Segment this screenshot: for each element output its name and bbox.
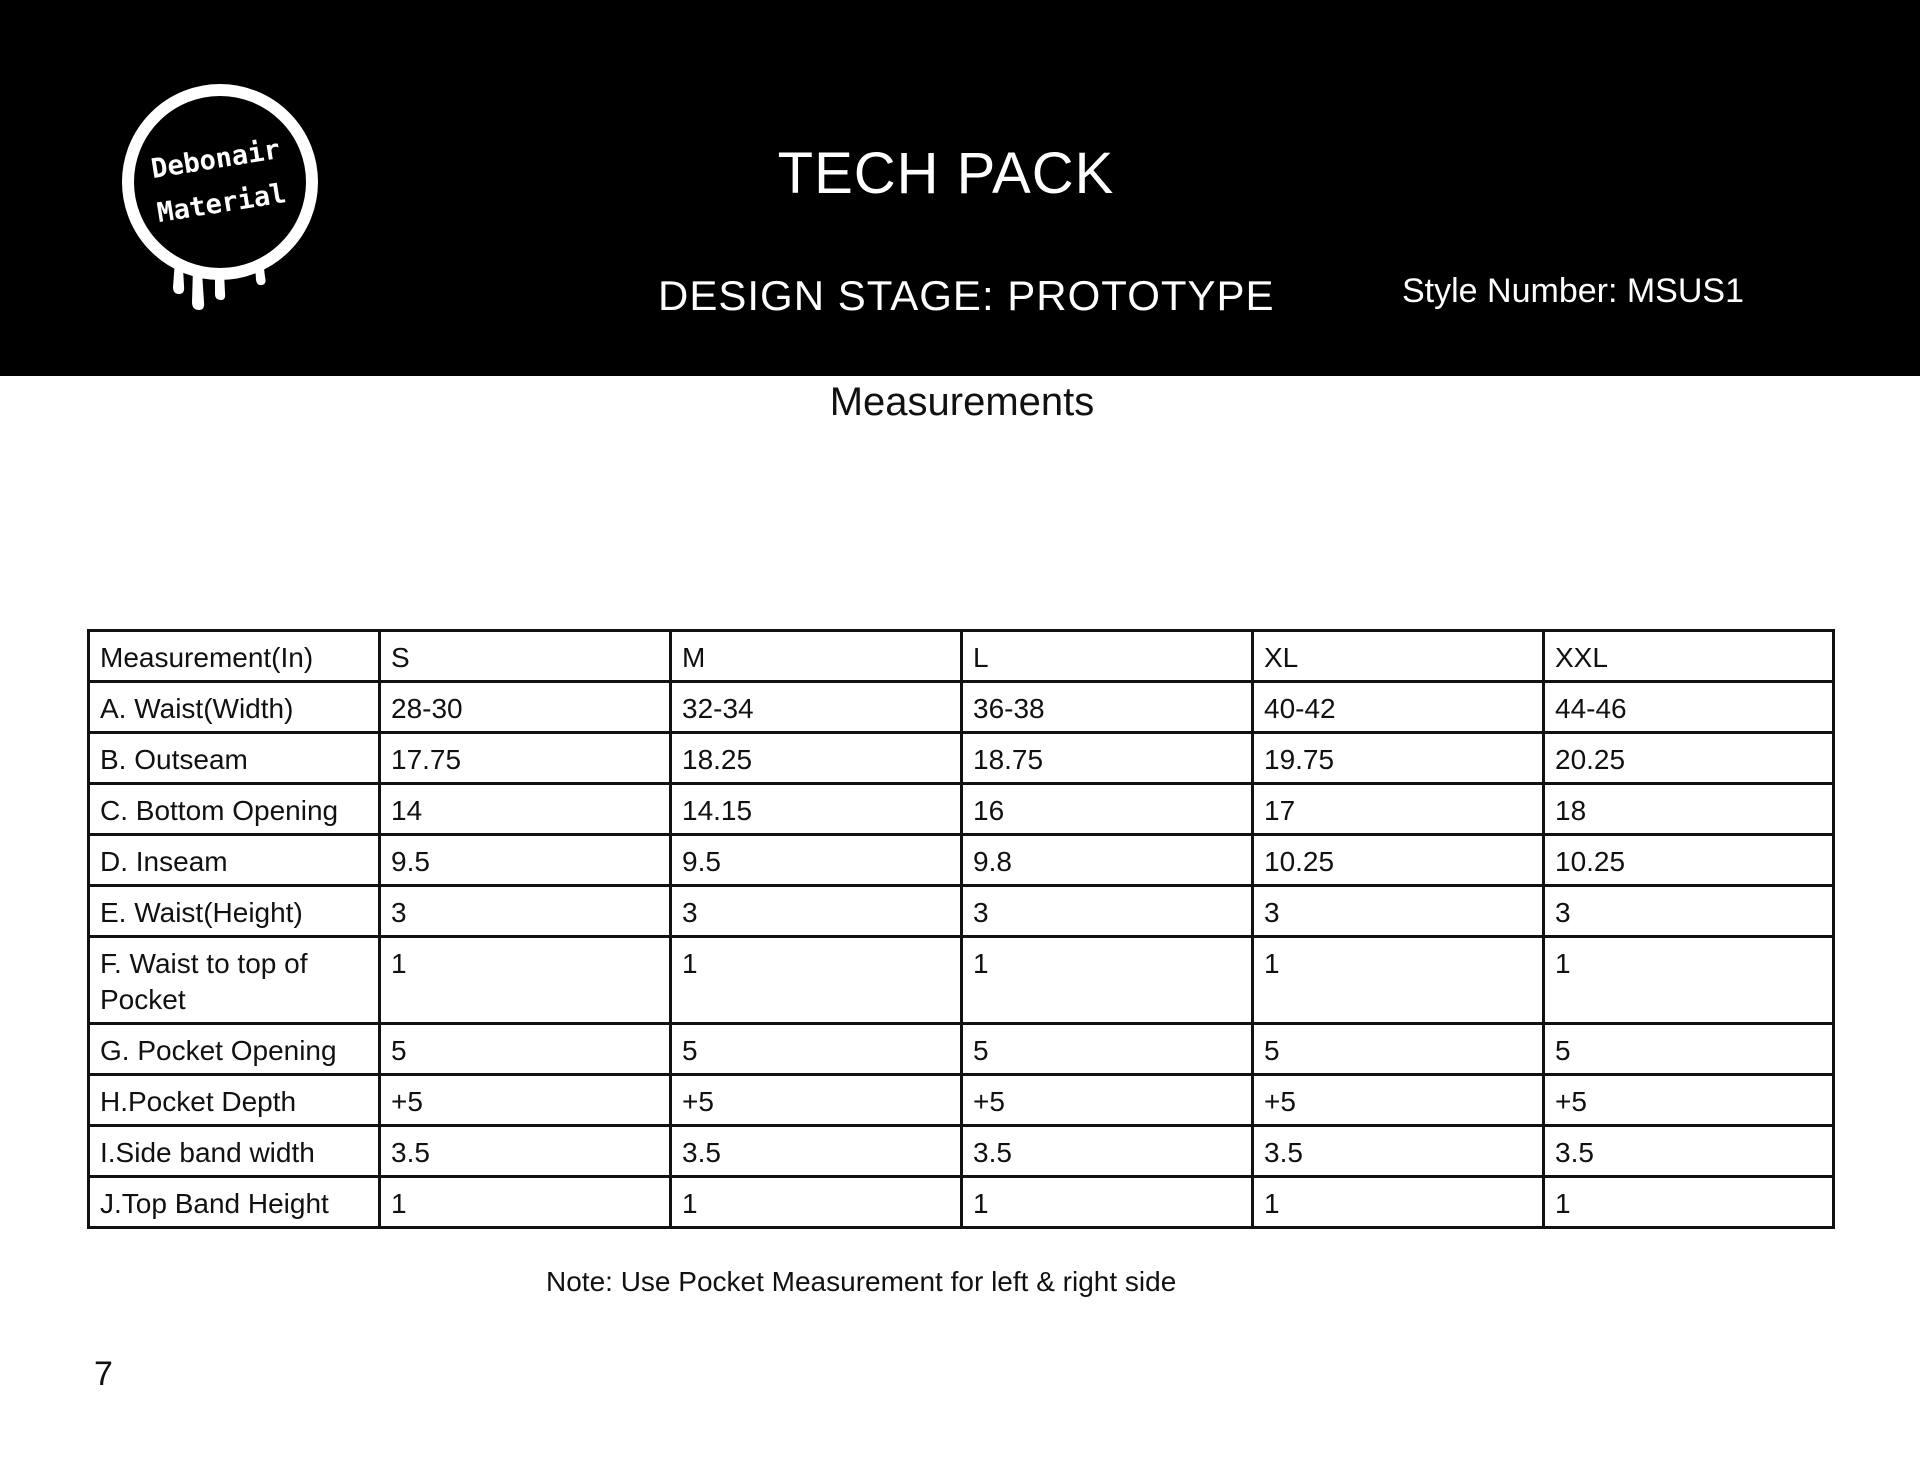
table-row [89, 682, 1834, 733]
table-row [89, 1024, 1834, 1075]
table-cell: 5 [1544, 1024, 1834, 1075]
table-row [89, 835, 1834, 886]
table-cell: I.Side band width [89, 1126, 380, 1177]
header-cell: L [962, 631, 1253, 682]
table-cell: J.Top Band Height [89, 1177, 380, 1228]
table-cell: 28-30 [380, 682, 671, 733]
design-stage-label: DESIGN STAGE: PROTOTYPE [658, 272, 1275, 319]
logo-text-line1: Debonair [149, 134, 283, 186]
table-cell: E. Waist(Height) [89, 886, 380, 937]
table-cell: F. Waist to top of Pocket [89, 937, 380, 1024]
table-row [89, 1177, 1834, 1228]
table-cell: +5 [671, 1075, 962, 1126]
table-header-row [89, 631, 1834, 682]
table-cell: 3.5 [1544, 1126, 1834, 1177]
table-cell: 14.15 [671, 784, 962, 835]
header-cell: XXL [1544, 631, 1834, 682]
table-cell: 1 [380, 937, 671, 1024]
table-cell: 3.5 [962, 1126, 1253, 1177]
pocket-note: Note: Use Pocket Measurement for left & right side [546, 1266, 1177, 1297]
table-cell: 1 [1253, 937, 1544, 1024]
table-cell: A. Waist(Width) [89, 682, 380, 733]
table-cell: 1 [671, 937, 962, 1024]
table-row [89, 1126, 1834, 1177]
table-cell: 20.25 [1544, 733, 1834, 784]
table-cell: 44-46 [1544, 682, 1834, 733]
table-cell: D. Inseam [89, 835, 380, 886]
table-cell: +5 [380, 1075, 671, 1126]
table-row [89, 733, 1834, 784]
header-band [0, 0, 1920, 376]
table-cell: 1 [962, 937, 1253, 1024]
table-cell: C. Bottom Opening [89, 784, 380, 835]
table-cell: 14 [380, 784, 671, 835]
table-cell: 36-38 [962, 682, 1253, 733]
table-cell: 1 [962, 1177, 1253, 1228]
table-cell: 9.5 [671, 835, 962, 886]
table-cell: 1 [1544, 1177, 1834, 1228]
table-cell: 10.25 [1253, 835, 1544, 886]
header-cell: M [671, 631, 962, 682]
table-cell: 5 [1253, 1024, 1544, 1075]
table-cell: 19.75 [1253, 733, 1544, 784]
table-row [89, 1075, 1834, 1126]
table-cell: 9.5 [380, 835, 671, 886]
table-cell: 18.25 [671, 733, 962, 784]
style-number-label: Style Number: MSUS1 [1402, 272, 1744, 310]
header-cell: Measurement(In) [89, 631, 380, 682]
table-cell: 3 [1253, 886, 1544, 937]
table-row [89, 784, 1834, 835]
table-cell: +5 [1253, 1075, 1544, 1126]
table-cell: H.Pocket Depth [89, 1075, 380, 1126]
table-cell: 3.5 [1253, 1126, 1544, 1177]
table-cell: B. Outseam [89, 733, 380, 784]
page-number: 7 [94, 1355, 113, 1393]
table-cell: G. Pocket Opening [89, 1024, 380, 1075]
table-cell: 40-42 [1253, 682, 1544, 733]
table-cell: 17.75 [380, 733, 671, 784]
table-cell: 1 [380, 1177, 671, 1228]
table-cell: 5 [962, 1024, 1253, 1075]
header-cell: XL [1253, 631, 1544, 682]
table-row [89, 886, 1834, 937]
table-cell: 3.5 [380, 1126, 671, 1177]
table-cell: 3 [380, 886, 671, 937]
table-cell: +5 [962, 1075, 1253, 1126]
table-cell: 3.5 [671, 1126, 962, 1177]
table-cell: 18 [1544, 784, 1834, 835]
table-cell: 16 [962, 784, 1253, 835]
table-row [89, 937, 1834, 1024]
section-title: Measurements [829, 380, 1095, 424]
measurements-table [87, 629, 1835, 1229]
table-cell: +5 [1544, 1075, 1834, 1126]
table-cell: 1 [1253, 1177, 1544, 1228]
table-cell: 10.25 [1544, 835, 1834, 886]
table-cell: 18.75 [962, 733, 1253, 784]
table-cell: 3 [1544, 886, 1834, 937]
table-cell: 17 [1253, 784, 1544, 835]
page-title: TECH PACK [777, 141, 1115, 206]
table-cell: 3 [671, 886, 962, 937]
table-cell: 3 [962, 886, 1253, 937]
table-cell: 5 [380, 1024, 671, 1075]
table-cell: 1 [1544, 937, 1834, 1024]
table-cell: 9.8 [962, 835, 1253, 886]
header-cell: S [380, 631, 671, 682]
table-cell: 5 [671, 1024, 962, 1075]
table-cell: 1 [671, 1177, 962, 1228]
logo-text-line2: Material [155, 178, 289, 230]
table-cell: 32-34 [671, 682, 962, 733]
